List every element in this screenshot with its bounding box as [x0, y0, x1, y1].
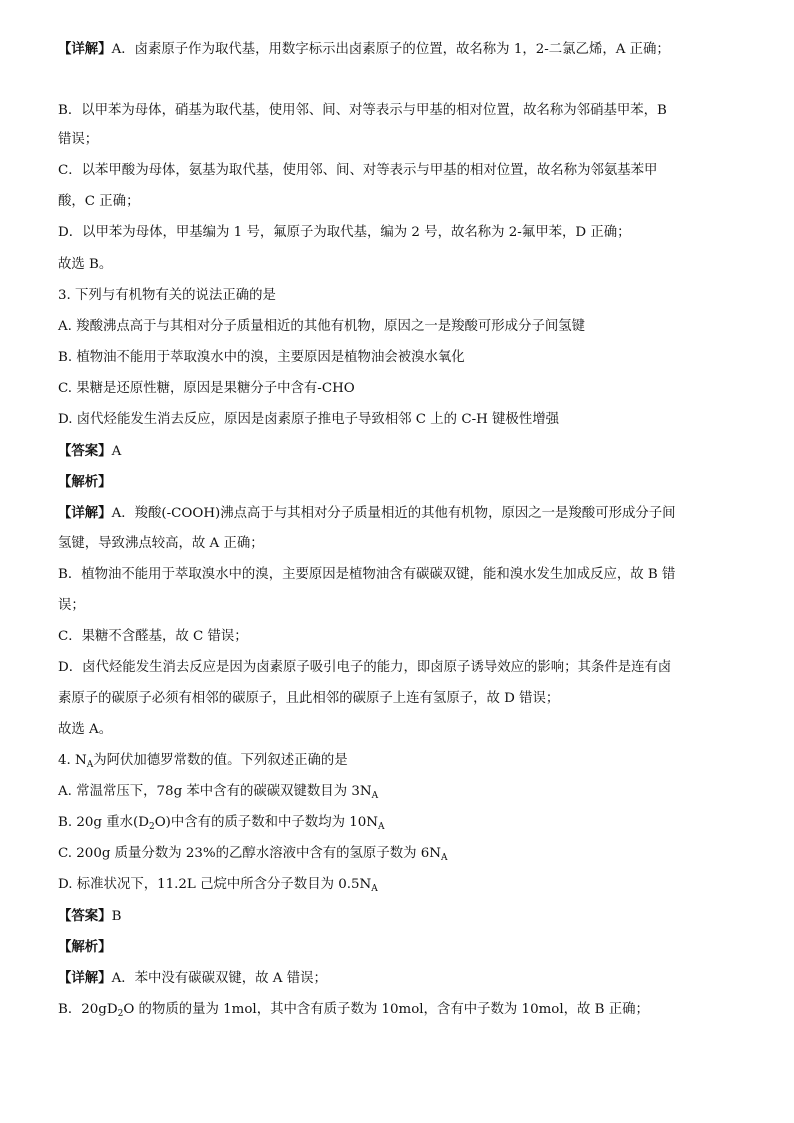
q2-detail-c-line1: C．以苯甲酸为母体，氨基为取代基，使用邻、间、对等表示与甲基的相对位置，故名称为邻氨基苯甲 [58, 163, 658, 178]
q3-analysis-heading: 【解析】 [58, 474, 112, 490]
q4-detail-b: B．$20gD_2O$ 的物质的量为 1mol，其中含有质子数为 10mol，含有中子数为 10mol，故 B 正确； [58, 1002, 649, 1019]
q3-detail-d-line2: 素原子的碳原子必须有相邻的碳原子，且此相邻的碳原子上连有氢原子，故 D 错误； [58, 691, 560, 706]
q4-option-c: C. 200g 质量分数为 23%的乙醇水溶液中含有的氢原子数为 $6N_A$ [58, 846, 448, 863]
q3-detail-c: C．果糖不含醛基，故 C 错误； [58, 629, 248, 644]
q3-conclusion: 故选 A。 [58, 722, 113, 737]
q3-detail-a-line1: 【详解】A．羧酸(-COOH)沸点高于与其相对分子质量相近的其他有机物，原因之一是羧酸可形成分子间 [58, 505, 676, 521]
q3-option-d: D. 卤代烃能发生消去反应，原因是卤素原子推电子导致相邻 C 上的 C-H 键极性增强 [58, 412, 559, 427]
q3-stem: 3. 下列与有机物有关的说法正确的是 [58, 288, 276, 303]
q4-analysis-heading: 【解析】 [58, 939, 112, 955]
q4-answer: 【答案】B [58, 908, 122, 924]
q2-detail-d: D．以甲苯为母体，甲基编为 1 号，氟原子为取代基，编为 2 号，故名称为 2-氟甲苯，D 正确； [58, 225, 631, 240]
q4-option-a: A. 常温常压下，78g 苯中含有的碳碳双键数目为 $3N_A$ [58, 784, 379, 801]
q4-detail-a: 【详解】A．苯中没有碳碳双键，故 A 错误； [58, 970, 327, 986]
q3-detail-b-line2: 误； [58, 598, 85, 613]
q3-detail-a-line2: 氢键，导致沸点较高，故 A 正确； [58, 536, 264, 551]
q4-option-d: D. 标准状况下，11.2L 己烷中所含分子数目为 $0.5N_A$ [58, 877, 378, 894]
q2-detail-c-line2: 酸，C 正确； [58, 194, 140, 209]
q4-option-b: B. 20g 重水$(D_2O)$中含有的质子数和中子数均为 $10N_A$ [58, 815, 385, 832]
q3-answer: 【答案】A [58, 443, 122, 459]
q2-detail-b-line1: B．以甲苯为母体，硝基为取代基，使用邻、间、对等表示与甲基的相对位置，故名称为邻硝基甲苯，B [58, 103, 667, 118]
q2-conclusion: 故选 B。 [58, 257, 113, 272]
q2-detail-a: 【详解】A．卤素原子作为取代基，用数字标示出卤素原子的位置，故名称为 1，2-二氯乙烯，A 正确； [58, 41, 670, 57]
q3-detail-b-line1: B．植物油不能用于萃取溴水中的溴，主要原因是植物油含有碳碳双键，能和溴水发生加成反应，故 B 错 [58, 567, 676, 582]
q4-stem: 4. $N_A$为阿伏加德罗常数的值。下列叙述正确的是 [58, 753, 348, 770]
q3-option-c: C. 果糖是还原性糖，原因是果糖分子中含有-CHO [58, 381, 355, 396]
q2-detail-b-line2: 错误； [58, 132, 99, 147]
q3-detail-d-line1: D．卤代烃能发生消去反应是因为卤素原子吸引电子的能力，即卤原子诱导效应的影响；其条件是连有卤 [58, 660, 672, 675]
q3-option-a: A. 羧酸沸点高于与其相对分子质量相近的其他有机物，原因之一是羧酸可形成分子间氢键 [58, 319, 586, 334]
q3-option-b: B. 植物油不能用于萃取溴水中的溴，主要原因是植物油会被溴水氧化 [58, 350, 465, 365]
